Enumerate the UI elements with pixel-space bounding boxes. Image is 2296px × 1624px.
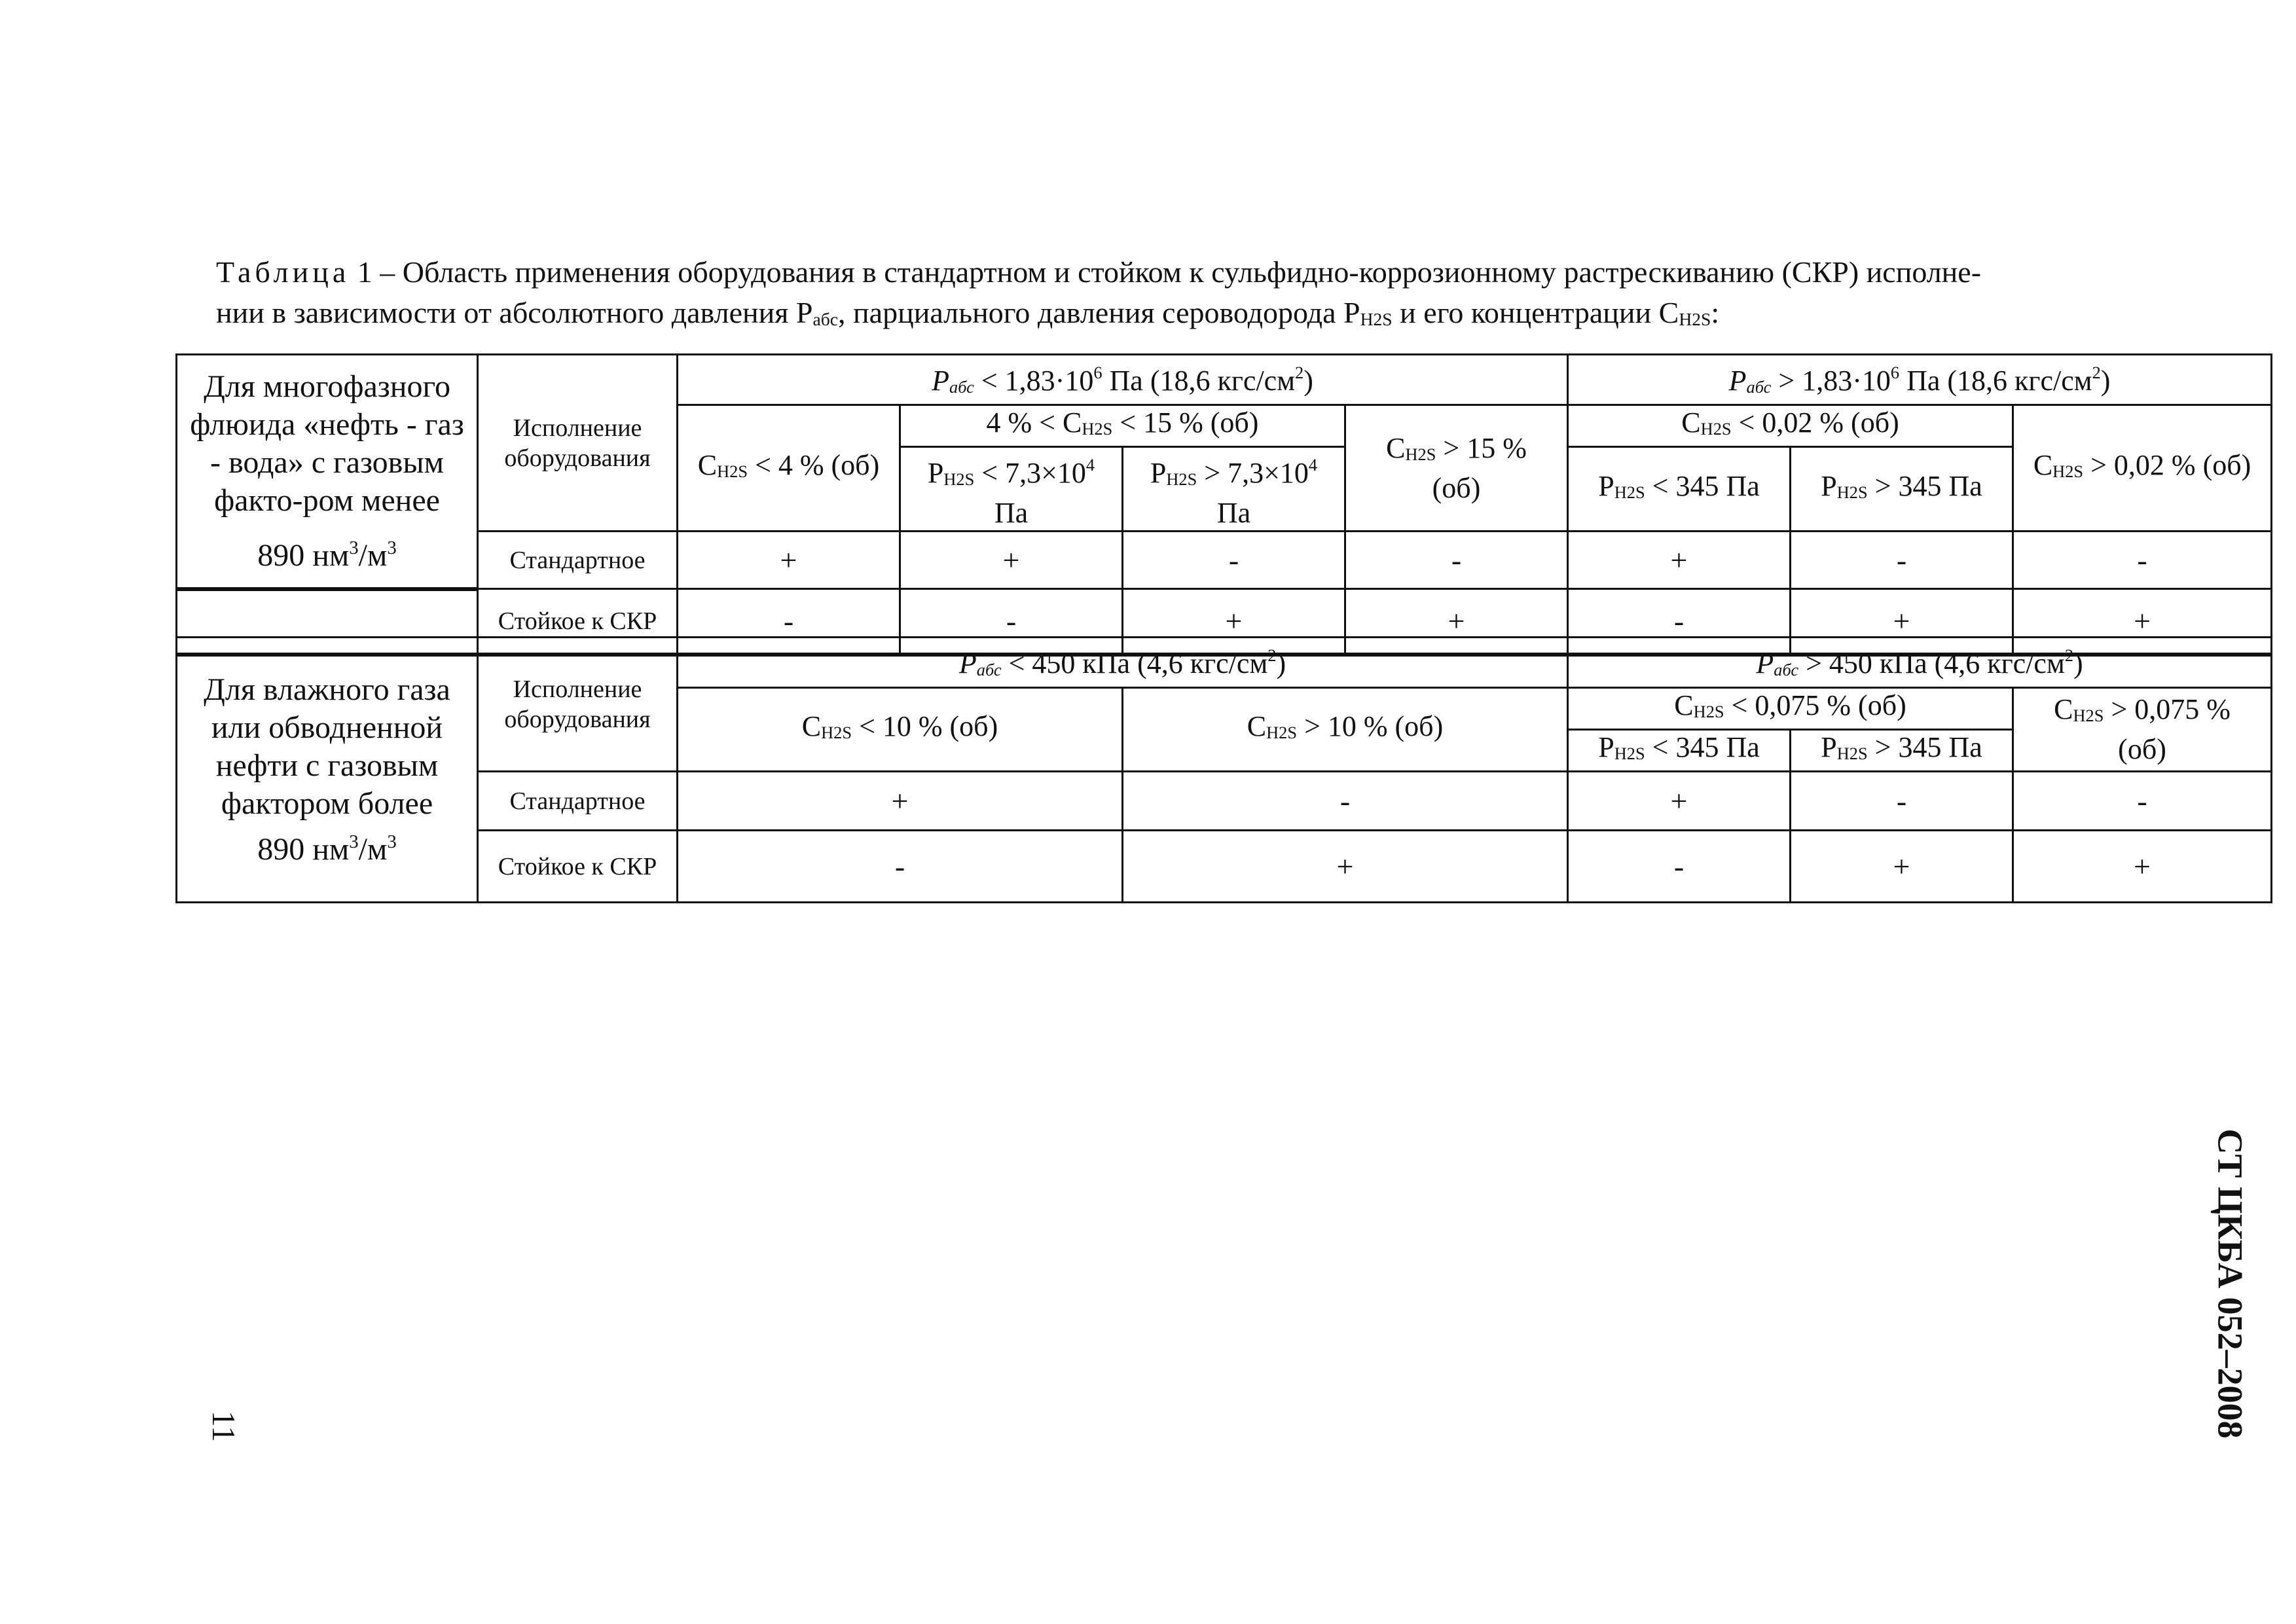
c-gt15-b: (об) <box>1432 471 1481 504</box>
caption-line2-c: и его концентрации С <box>1392 296 1679 329</box>
c-sym-6: С <box>1247 710 1267 742</box>
header-c-lt4 <box>678 405 900 532</box>
sup-2b: 2 <box>2092 363 2101 382</box>
p-gt345-text-2: > 345 Па <box>1867 731 1982 763</box>
close-paren: ) <box>1303 365 1313 397</box>
table-cell: + <box>1791 589 2013 655</box>
p-sym: Р <box>932 365 950 397</box>
fluid-limit-value-2: 890 нм <box>257 832 350 867</box>
sub-abs-4: абс <box>1774 660 1799 679</box>
p-sym-6: Р <box>1821 469 1837 502</box>
p-sym-4: Р <box>1150 457 1167 489</box>
sub-h2s-11: H2S <box>1266 723 1298 742</box>
fluid-limit-2 <box>181 823 473 869</box>
exp-6: 6 <box>1093 363 1102 382</box>
p-gt345-text: > 345 Па <box>1867 469 1982 502</box>
table-cell: - <box>1568 589 1791 655</box>
fluid-limit <box>181 529 473 575</box>
sub-h2s-9: H2S <box>1836 482 1868 502</box>
table-cell: - <box>900 589 1123 655</box>
header-c-gt15 <box>1345 405 1568 532</box>
sub-h2s: H2S <box>717 461 748 481</box>
pa-unit: Па <box>994 497 1029 529</box>
c-gt0075-b: (об) <box>2118 733 2166 765</box>
header-p-gt345-2 <box>1791 730 2013 772</box>
sub-h2s-13: H2S <box>2073 706 2104 725</box>
caption-line2-end: : <box>1711 296 1720 329</box>
sub-abs-2: абс <box>1746 377 1772 397</box>
p-lt73-text: < 7,3×10 <box>974 457 1086 489</box>
c-sym-2: С <box>1386 431 1406 464</box>
header-c-gt002 <box>2013 405 2272 532</box>
sup-2d: 2 <box>2064 645 2074 665</box>
caption-line-2 <box>216 293 2180 340</box>
table-cell: - <box>1123 532 1345 589</box>
page-number: 11 <box>206 1410 243 1443</box>
table-cell: - <box>2013 532 2272 589</box>
table-cell: - <box>678 831 1123 903</box>
sub-h2s-7: H2S <box>1166 469 1197 489</box>
p-sym-5: Р <box>1598 469 1614 502</box>
p-lt345-text-2: < 345 Па <box>1645 731 1760 763</box>
table-cell: + <box>1791 831 2013 903</box>
table-cell: - <box>1345 532 1568 589</box>
header-p-gt345 <box>1791 447 2013 532</box>
sub-h2s-2: H2S <box>1082 419 1113 439</box>
group-low-tail: Па (18,6 кгс/см <box>1102 365 1296 397</box>
sub-abs: абс <box>949 377 974 397</box>
p-gt73-text: > 7,3×10 <box>1197 457 1309 489</box>
sub-h2s-4: H2S <box>1700 419 1732 439</box>
caption-line2-b: , парциального давления сероводорода Р <box>838 296 1360 329</box>
fluid-description-2: Для влажного газа или обводненной нефти с газовым фактором более <box>204 672 450 821</box>
document-code: СТ ЦКБА 052–2008 <box>2210 1128 2250 1439</box>
pa-unit-2: Па <box>1216 497 1251 529</box>
group-low-text: < 1,83·10 <box>974 365 1094 397</box>
c-sym-5: С <box>801 710 822 742</box>
header-c-gt0075 <box>2013 688 2272 772</box>
c-mid-b: < 15 % (об) <box>1112 406 1259 439</box>
group-header-high-pressure-2 <box>1568 638 2272 688</box>
close-paren-4: ) <box>2073 647 2083 679</box>
p-sym-2: Р <box>1728 365 1747 397</box>
equipment-header-2: Исполнение оборудования <box>478 638 678 772</box>
caption-table-word: Таблица <box>216 255 350 289</box>
c-gt0075-a: > 0,075 % <box>2104 693 2231 725</box>
table-cell: - <box>1791 532 2013 589</box>
c-mid-a: 4 % < С <box>986 406 1082 439</box>
c-lt0075-text: < 0,075 % (об) <box>1724 689 1906 721</box>
caption-line-1 <box>216 252 2180 293</box>
table-cell: + <box>2013 589 2272 655</box>
sup-3c: 3 <box>349 831 359 852</box>
table-cell: + <box>678 772 1123 831</box>
unit-tail: /м <box>358 537 388 573</box>
table-cell: + <box>1123 589 1345 655</box>
c-sym: С <box>697 448 718 481</box>
header-c-lt10 <box>678 688 1123 772</box>
table-cell: - <box>1123 772 1568 831</box>
sub-h2s-15: H2S <box>1836 744 1868 763</box>
group-header-high-pressure <box>1568 355 2272 405</box>
caption-sub-h2s: H2S <box>1360 309 1393 329</box>
table-cell: - <box>2013 772 2272 831</box>
equipment-header: Исполнение оборудования <box>478 355 678 532</box>
table-cell: + <box>1345 589 1568 655</box>
table-cell: + <box>2013 831 2272 903</box>
header-p-gt73 <box>1123 447 1345 532</box>
row-label-resistant: Стойкое к СКР <box>478 589 678 655</box>
sub-h2s-10: H2S <box>821 723 852 742</box>
c-lt002-text: < 0,02 % (об) <box>1731 406 1899 439</box>
sub-h2s-6: H2S <box>943 469 975 489</box>
header-p-lt345 <box>1568 447 1791 532</box>
caption-line2-a: нии в зависимости от абсолютного давления Р <box>216 296 813 329</box>
close-paren-2: ) <box>2100 365 2111 397</box>
header-c-lt002 <box>1568 405 2013 447</box>
caption-sub-abs: абс <box>812 309 839 329</box>
c-gt15-a: > 15 % <box>1436 431 1527 464</box>
table-cell: + <box>678 532 900 589</box>
table-cell: - <box>1568 831 1791 903</box>
sub-h2s-12: H2S <box>1693 702 1724 721</box>
table-cell: + <box>1568 532 1791 589</box>
sup-2c: 2 <box>1267 645 1277 665</box>
unit-tail-2: /м <box>358 832 388 867</box>
sup-3d: 3 <box>387 831 397 852</box>
row-label-standard: Стандартное <box>478 532 678 589</box>
p-lt345-text: < 345 Па <box>1645 469 1760 502</box>
table-cell: - <box>1791 772 2013 831</box>
c-lt4-text: < 4 % (об) <box>748 448 880 481</box>
row-label-standard-2: Стандартное <box>478 772 678 831</box>
sub-h2s-3: H2S <box>1405 444 1436 464</box>
exp-4: 4 <box>1085 455 1095 475</box>
table-cell: + <box>900 532 1123 589</box>
exp-6b: 6 <box>1890 363 1900 382</box>
group-high-text: > 1,83·10 <box>1771 365 1891 397</box>
fluid-limit-value: 890 нм <box>257 537 350 573</box>
caption-line1-text: 1 – Область применения оборудования в стандартном и стойком к сульфидно-коррозионному растрескиванию (СКР) исполне- <box>357 255 1982 289</box>
sub-h2s-5: H2S <box>2052 461 2084 481</box>
p-sym-3: Р <box>927 457 944 489</box>
sup-3b: 3 <box>387 537 397 558</box>
c-lt10-text: < 10 % (об) <box>852 710 998 742</box>
p-sym-8: Р <box>1756 647 1774 679</box>
close-paren-3: ) <box>1276 647 1286 679</box>
p-sym-9: Р <box>1598 731 1614 763</box>
fluid-cell-multiphase <box>177 355 478 589</box>
table-wet-gas <box>175 636 2272 903</box>
c-gt10-text: > 10 % (об) <box>1297 710 1444 742</box>
c-sym-7: С <box>1674 689 1694 721</box>
group-header-low-pressure-2 <box>678 638 1568 688</box>
exp-4b: 4 <box>1308 455 1318 475</box>
sub-h2s-8: H2S <box>1614 482 1645 502</box>
caption-sub-h2s-2: H2S <box>1679 309 1711 329</box>
p-sym-7: Р <box>958 647 977 679</box>
header-p-lt73 <box>900 447 1123 532</box>
group-low-text-2: < 450 кПа (4,6 кгс/см <box>1001 647 1268 679</box>
header-c-4-15 <box>900 405 1345 447</box>
p-sym-10: Р <box>1821 731 1837 763</box>
table-cell: + <box>1568 772 1791 831</box>
table-multiphase <box>175 353 2272 657</box>
header-c-lt0075 <box>1568 688 2013 730</box>
header-c-gt10 <box>1123 688 1568 772</box>
c-sym-3: С <box>1681 406 1701 439</box>
group-high-tail: Па (18,6 кгс/см <box>1899 365 2092 397</box>
group-header-low-pressure <box>678 355 1568 405</box>
table-cell: + <box>1123 831 1568 903</box>
c-sym-4: С <box>2033 448 2053 481</box>
sup-2: 2 <box>1295 363 1304 382</box>
c-sym-8: С <box>2054 693 2073 725</box>
sup-3: 3 <box>349 537 359 558</box>
header-p-lt345-2 <box>1568 730 1791 772</box>
group-high-text-2: > 450 кПа (4,6 кгс/см <box>1798 647 2065 679</box>
fluid-cell-wet-gas <box>177 638 478 903</box>
table-cell: - <box>678 589 900 655</box>
table-caption <box>216 252 2180 340</box>
c-gt002-text: > 0,02 % (об) <box>2083 448 2251 481</box>
sub-h2s-14: H2S <box>1614 744 1645 763</box>
row-label-resistant-2: Стойкое к СКР <box>478 831 678 903</box>
sub-abs-3: абс <box>976 660 1002 679</box>
fluid-description: Для многофазного флюида «нефть - газ - вода» с газовым факто-ром менее <box>190 369 464 518</box>
